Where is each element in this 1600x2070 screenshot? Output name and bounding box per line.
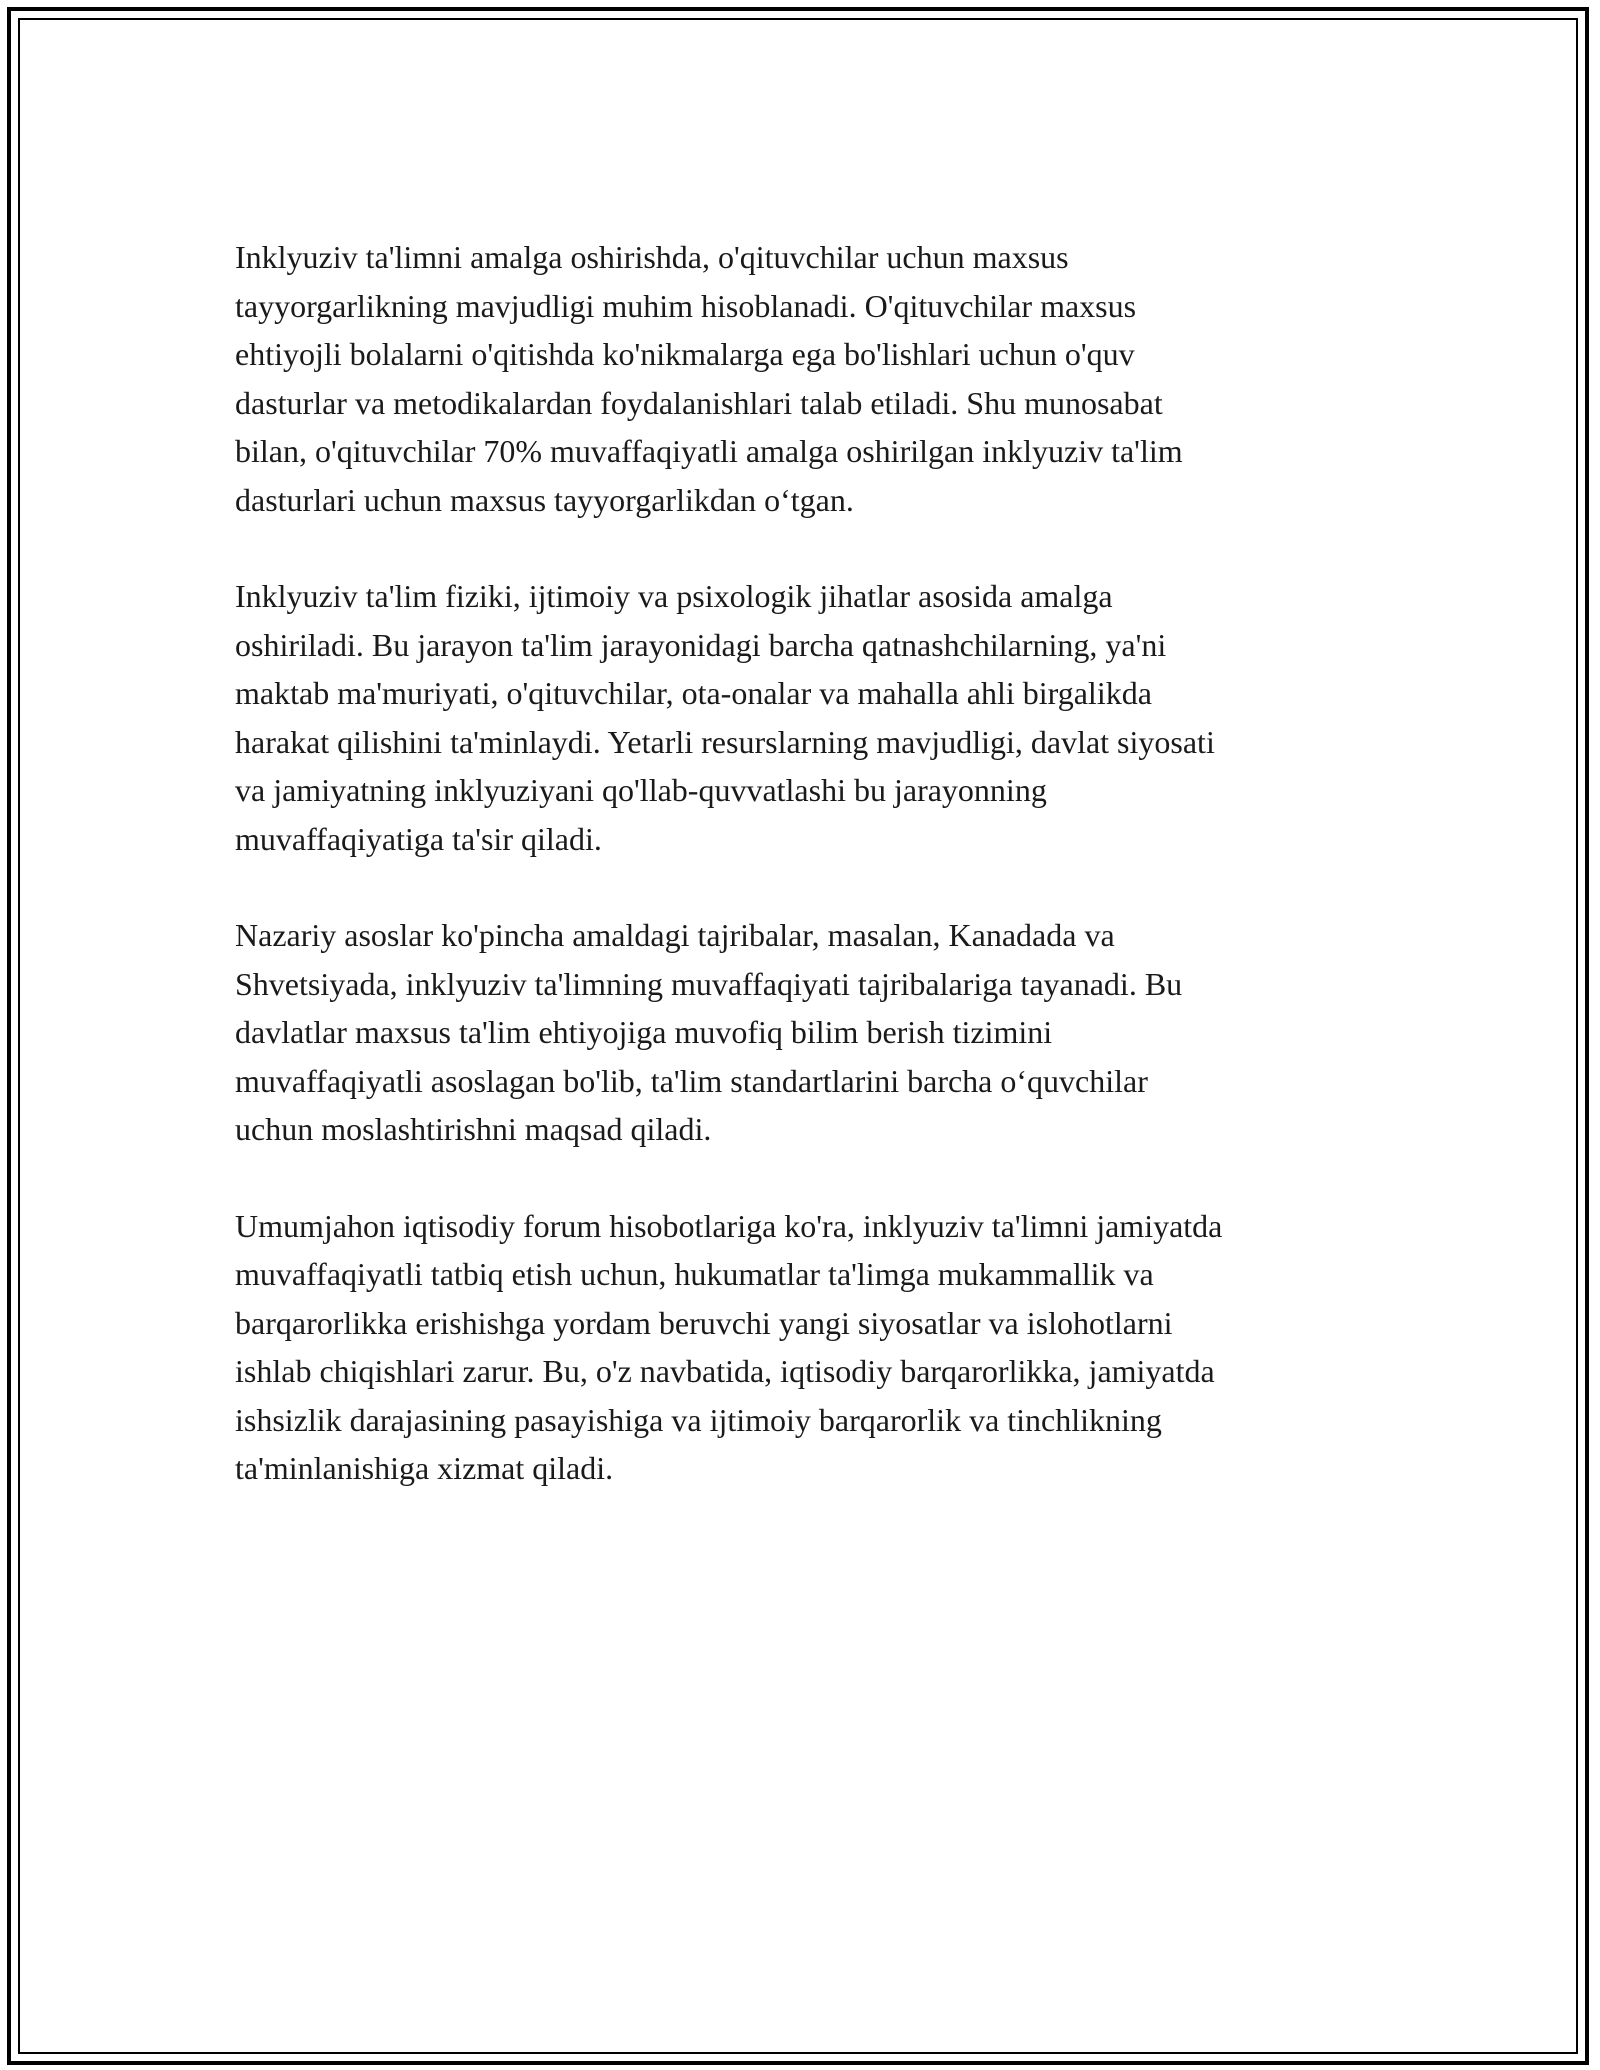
text-line: tayyorgarlikning mavjudligi muhim hisoblanadi. O'qituvchilar maxsus (235, 287, 1137, 324)
document-body (235, 233, 1375, 1541)
paragraph-3 (235, 911, 1375, 1154)
text-line: va jamiyatning inklyuziyani qo'llab-quvvatlashi bu jarayonning (235, 772, 1047, 808)
text-line: ehtiyojli bolalarni o'qitishda ko'nikmalarga ega bo'lishlari uchun o'quv (235, 336, 1135, 372)
text-line: Inklyuziv ta'limni amalga oshirishda, o'qituvchilar uchun maxsus (235, 239, 1069, 275)
paragraph-4 (235, 1202, 1375, 1493)
text-line: ishlab chiqishlari zarur. Bu, o'z navbatida, iqtisodiy barqarorlikka, jamiyatda (235, 1353, 1215, 1389)
text-line: Inklyuziv ta'lim fiziki, ijtimoiy va psixologik jihatlar asosida amalga (235, 578, 1113, 614)
text-line: muvaffaqiyatli tatbiq etish uchun, hukumatlar ta'limga mukammallik va (235, 1256, 1154, 1292)
text-line: ta'minlanishiga xizmat qiladi. (235, 1450, 614, 1486)
text-line: Nazariy asoslar ko'pincha amaldagi tajribalar, masalan, Kanadada va (235, 917, 1115, 953)
text-line: davlatlar maxsus ta'lim ehtiyojiga muvofiq bilim berish tizimini (235, 1014, 1053, 1050)
text-line: ishsizlik darajasining pasayishiga va ijtimoiy barqarorlik va tinchlikning (235, 1401, 1162, 1438)
text-line: muvaffaqiyatli asoslagan bo'lib, ta'lim standartlarini barcha o‘quvchilar (235, 1062, 1148, 1099)
paragraph-2 (235, 572, 1375, 863)
text-line: harakat qilishini ta'minlaydi. Yetarli resurslarning mavjudligi, davlat siyosati (235, 723, 1215, 760)
text-line: uchun moslashtirishni maqsad qiladi. (235, 1111, 712, 1147)
text-line: bilan, o'qituvchilar 70% muvaffaqiyatli amalga oshirilgan inklyuziv ta'lim (235, 433, 1183, 469)
text-line: dasturlar va metodikalardan foydalanishlari talab etiladi. Shu munosabat (235, 384, 1163, 421)
text-line: oshiriladi. Bu jarayon ta'lim jarayonidagi barcha qatnashchilarning, ya'ni (235, 626, 1167, 663)
text-line: Umumjahon iqtisodiy forum hisobotlariga ko'ra, inklyuziv ta'limni jamiyatda (235, 1207, 1223, 1244)
text-line: maktab ma'muriyati, o'qituvchilar, ota-onalar va mahalla ahli birgalikda (235, 675, 1152, 711)
text-line: dasturlari uchun maxsus tayyorgarlikdan o‘tgan. (235, 481, 854, 518)
paragraph-1 (235, 233, 1375, 524)
text-line: barqarorlikka erishishga yordam beruvchi yangi siyosatlar va islohotlarni (235, 1304, 1173, 1341)
text-line: Shvetsiyada, inklyuziv ta'limning muvaffaqiyati tajribalariga tayanadi. Bu (235, 965, 1183, 1002)
text-line: muvaffaqiyatiga ta'sir qiladi. (235, 820, 602, 857)
